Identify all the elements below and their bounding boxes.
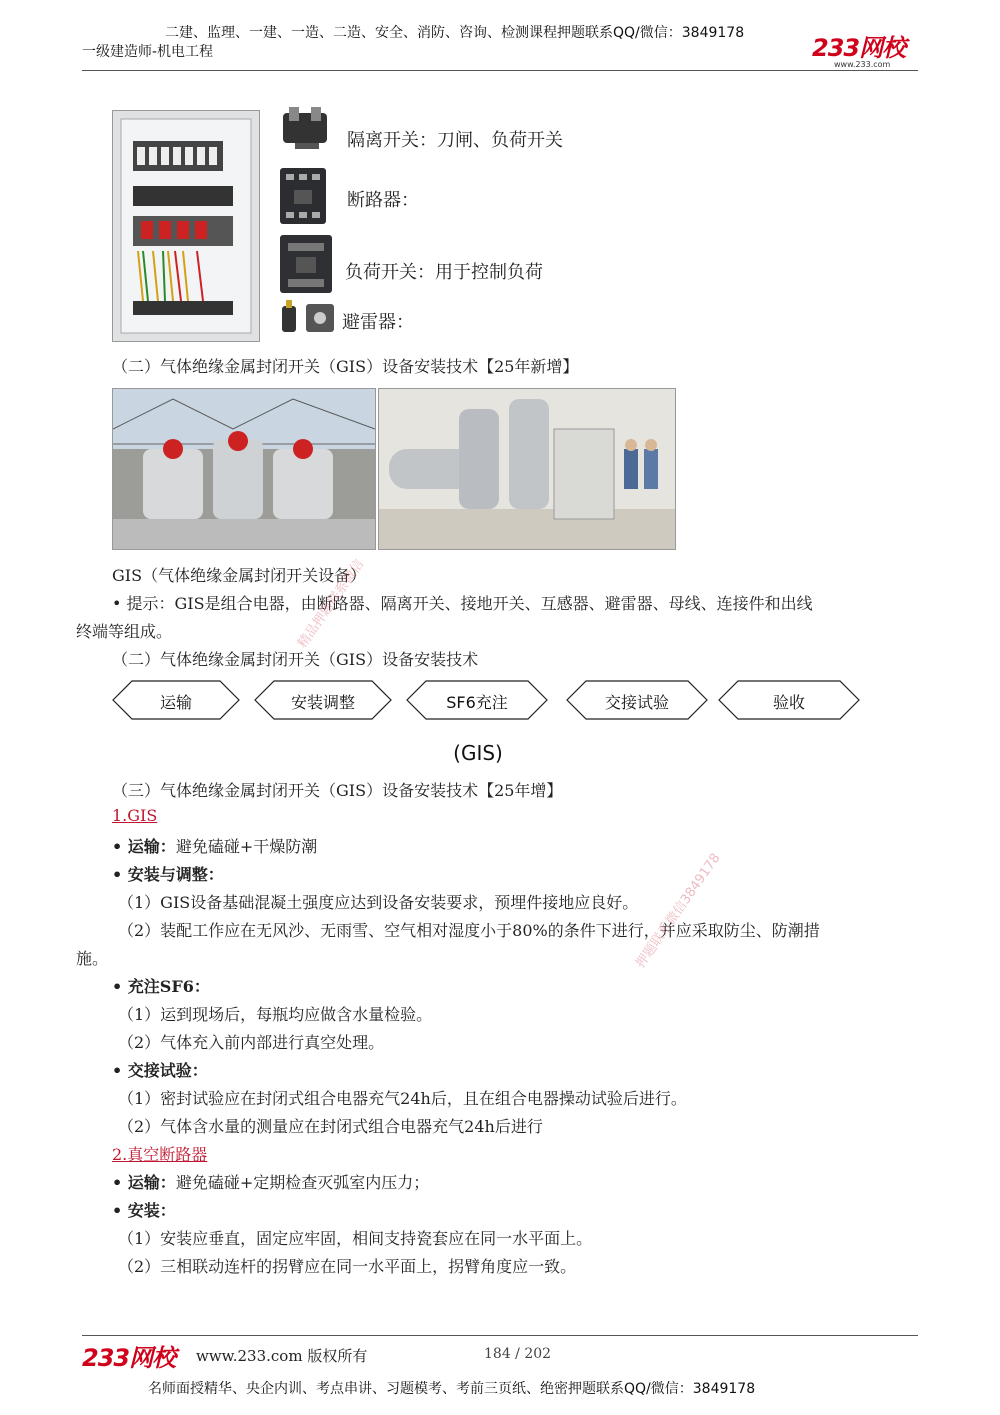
flow-step-transport [112, 680, 240, 720]
gis-test-label: • 交接试验： [112, 1061, 208, 1080]
flow-step-sf6-fill [406, 680, 548, 720]
gis-transport-text: 避免磕碰+干燥防潮 [175, 837, 318, 856]
tip-line-1: • 提示：GIS是组合电器，由断路器、隔离开关、接地开关、互感器、避雷器、母线、连接件和出线 [112, 594, 813, 613]
isolating-switch-label: 隔离开关：刀闸、负荷开关 [347, 130, 563, 151]
isolating-switch-photo [275, 103, 333, 155]
flow-step-sf6-fill-label: SF6充注 [446, 693, 508, 712]
gis-caption: GIS（气体绝缘金属封闭开关设备） [112, 566, 367, 585]
vacuum-transport-label: • 运输： [112, 1173, 176, 1192]
vacuum-transport-line [112, 1170, 429, 1193]
flow-caption: (GIS) [453, 741, 503, 765]
flow-step-transport-label: 运输 [159, 693, 192, 712]
header-divider [82, 70, 918, 71]
gis-install-1: （1）GIS设备基础混凝土强度应达到设备安装要求，预埋件接地应良好。 [118, 893, 639, 912]
header-top-line: 二建、监理、一建、一造、二造、安全、消防、咨询、检测课程押题联系QQ/微信：3849178 [165, 25, 745, 41]
vacuum-install-2: （2）三相联动连杆的拐臂应在同一水平面上，拐臂角度应一致。 [118, 1257, 577, 1276]
section3-heading: （三）气体绝缘金属封闭开关（GIS）设备安装技术【25年增】 [112, 781, 563, 800]
vacuum-install-label: • 安装： [112, 1201, 176, 1220]
surge-arrester-photo [276, 298, 338, 340]
watermark-2: 押题联系微信3849178 [633, 850, 724, 971]
gis-install-label: • 安装与调整： [112, 865, 224, 884]
flow-step-acceptance-label: 验收 [772, 693, 805, 712]
vacuum-install-1: （1）安装应垂直，固定应牢固，相间支持瓷套应在同一水平面上。 [118, 1229, 593, 1248]
section-gis-heading: （二）气体绝缘金属封闭开关（GIS）设备安装技术【25年新增】 [112, 357, 579, 376]
gis-outdoor-photo [112, 388, 376, 550]
gis-sf6-2: （2）气体充入前内部进行真空处理。 [118, 1033, 385, 1052]
tip-line-2: 终端等组成。 [76, 622, 173, 641]
flow-step-handover-test-label: 交接试验 [604, 693, 669, 712]
gis-indoor-photo [378, 388, 676, 550]
gis-transport-label: • 运输： [112, 837, 176, 856]
gis-sf6-1: （1）运到现场后，每瓶均应做含水量检验。 [118, 1005, 433, 1024]
gis-test-1: （1）密封试验应在封闭式组合电器充气24h后，且在组合电器操动试验后进行。 [118, 1089, 687, 1108]
footer-divider [82, 1335, 918, 1336]
gis-install-2a: （2）装配工作应在无风沙、无雨雪、空气相对湿度小于80%的条件下进行，并应采取防尘、防潮措 [118, 921, 820, 940]
gis-transport-line [112, 834, 317, 857]
surge-arrester-label: 避雷器： [342, 312, 414, 333]
load-switch-label: 负荷开关：用于控制负荷 [345, 262, 543, 283]
footer-bottom-line: 名师面授精华、央企内训、考点串讲、习题模考、考前三页纸、绝密押题联系QQ/微信：3849178 [148, 1381, 756, 1397]
distribution-cabinet-photo [112, 110, 260, 342]
circuit-breaker-photo [278, 166, 328, 226]
flow-step-install-adjust [254, 680, 392, 720]
flow-step-install-adjust-label: 安装调整 [290, 693, 355, 712]
gis-install-2b: 施。 [76, 949, 109, 968]
flow-step-acceptance [718, 680, 860, 720]
watermark-1: 精品押题联系微信 [295, 557, 368, 651]
footer-url: www.233.com 版权所有 [196, 1347, 368, 1365]
gis-subsection-title: 1.GIS [112, 806, 158, 825]
circuit-breaker-label: 断路器： [347, 190, 419, 211]
vacuum-subsection-title: 2.真空断路器 [112, 1145, 208, 1164]
flow-step-handover-test [566, 680, 708, 720]
header-subtitle: 一级建造师-机电工程 [82, 44, 214, 60]
gis-sf6-label: • 充注SF6： [112, 977, 210, 996]
vacuum-transport-text: 避免磕碰+定期检查灭弧室内压力； [175, 1173, 430, 1192]
header-logo [812, 28, 905, 69]
gis-test-2: （2）气体含水量的测量应在封闭式组合电器充气24h后进行 [118, 1117, 543, 1136]
section-gis-repeat: （二）气体绝缘金属封闭开关（GIS）设备安装技术 [112, 650, 479, 669]
footer-logo: 233网校 [82, 1344, 176, 1372]
header-logo-text: 233网校 [812, 34, 906, 62]
header-logo-url: www.233.com [834, 60, 891, 69]
load-switch-photo [278, 233, 334, 295]
page-number: 184 / 202 [484, 1346, 552, 1362]
